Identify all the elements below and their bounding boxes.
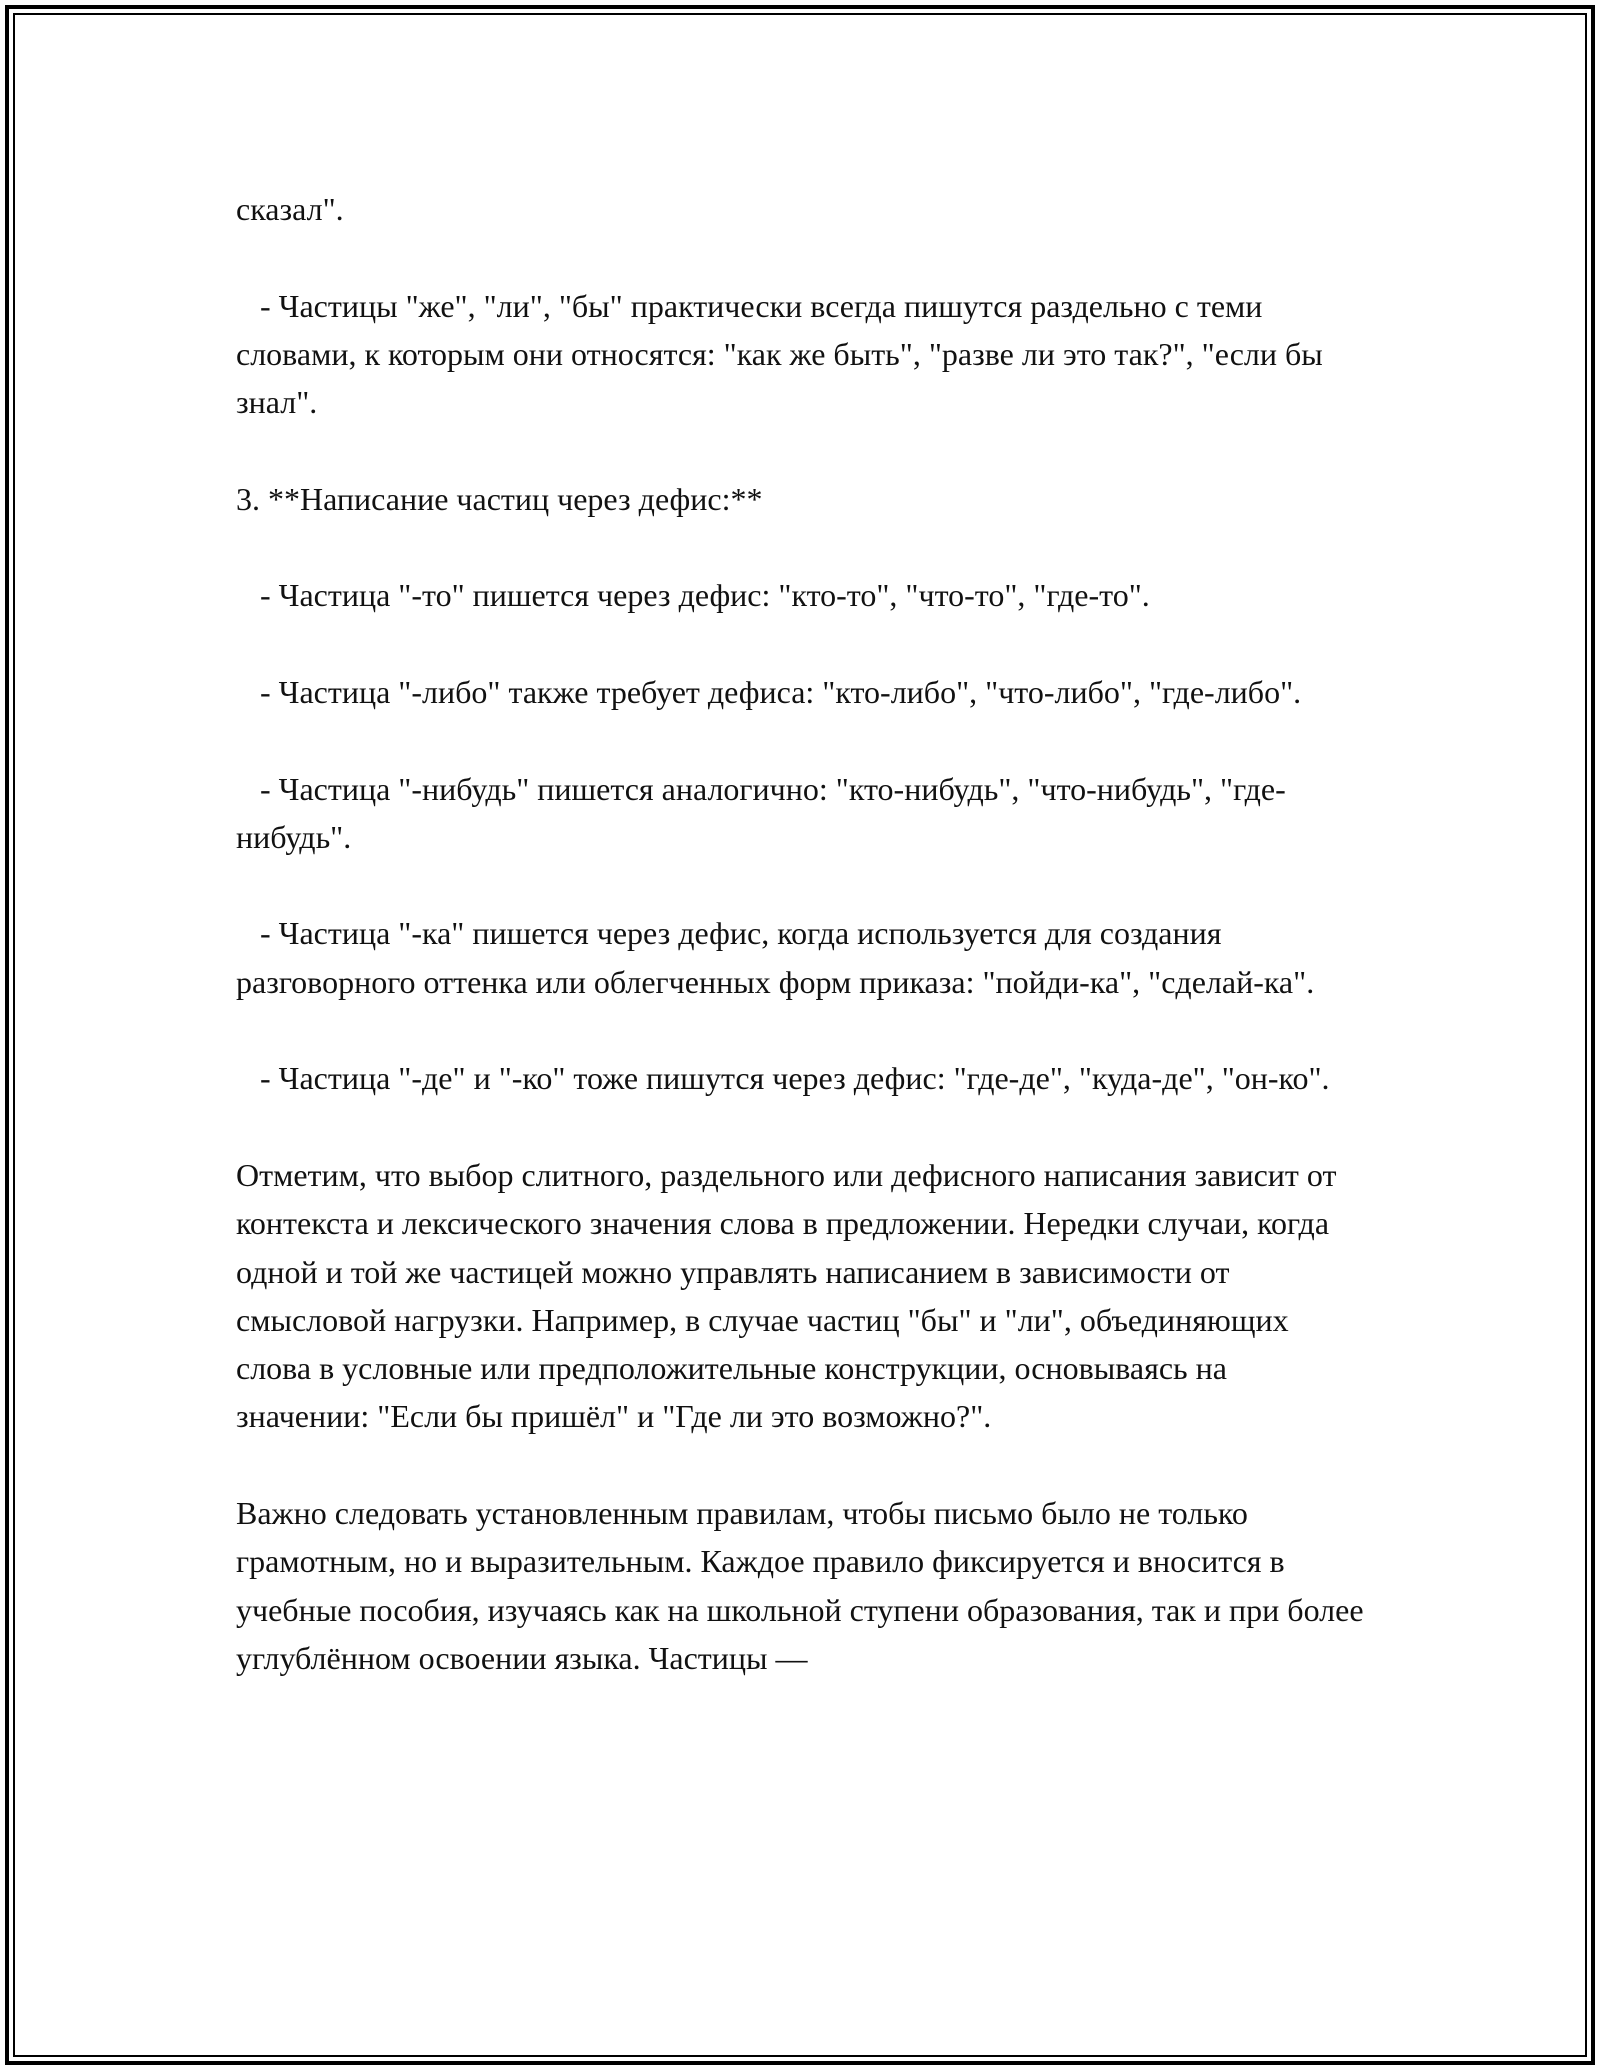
list-item-particle-ka: - Частица "-ка" пишется через дефис, когда используется для создания разговорного оттенка или облегченных форм приказа: "пойди-ка", "сделай-ка". bbox=[236, 915, 1315, 1000]
paragraph-rules-importance: Важно следовать установленным правилам, чтобы письмо было не только грамотным, но и выразительным. Каждое правило фиксируется и вносится в учебные пособия, изучаясь как на школьной ступени образования, так и при более углублённом освоении языка. Частицы — bbox=[236, 1495, 1372, 1676]
list-item-particle-de-ko: - Частица "-де" и "-ко" тоже пишутся через дефис: "где-де", "куда-де", "он-ко". bbox=[236, 1060, 1330, 1097]
list-item-particle-to: - Частица "-то" пишется через дефис: "кто-то", "что-то", "где-то". bbox=[236, 577, 1150, 614]
document-body bbox=[236, 185, 1372, 1682]
list-item-particle-nibud: - Частица "-нибудь" пишется аналогично: "кто-нибудь", "что-нибудь", "где-нибудь". bbox=[236, 770, 1286, 855]
section-heading-hyphenated-particles: 3. **Написание частиц через дефис:** bbox=[236, 480, 763, 517]
paragraph-context-note: Отметим, что выбор слитного, раздельного или дефисного написания зависит от контекста и лексического значения слова в предложении. Нередки случаи, когда одной и той же частицей можно управлять написанием в зависимости от смысловой нагрузки. Например, в случае частиц "бы" и "ли", объединяющих слова в условные или предположительные конструкции, основываясь на значении: "Если бы пришёл" и "Где ли это возможно?". bbox=[236, 1156, 1345, 1435]
paragraph-continuation: сказал". bbox=[236, 191, 344, 227]
list-item-particles-separate: - Частицы "же", "ли", "бы" практически всегда пишутся раздельно с теми словами, к которым они относятся: "как же быть", "разве ли это так?", "если бы знал". bbox=[236, 287, 1331, 421]
list-item-particle-libo: - Частица "-либо" также требует дефиса: "кто-либо", "что-либо", "где-либо". bbox=[236, 673, 1302, 710]
